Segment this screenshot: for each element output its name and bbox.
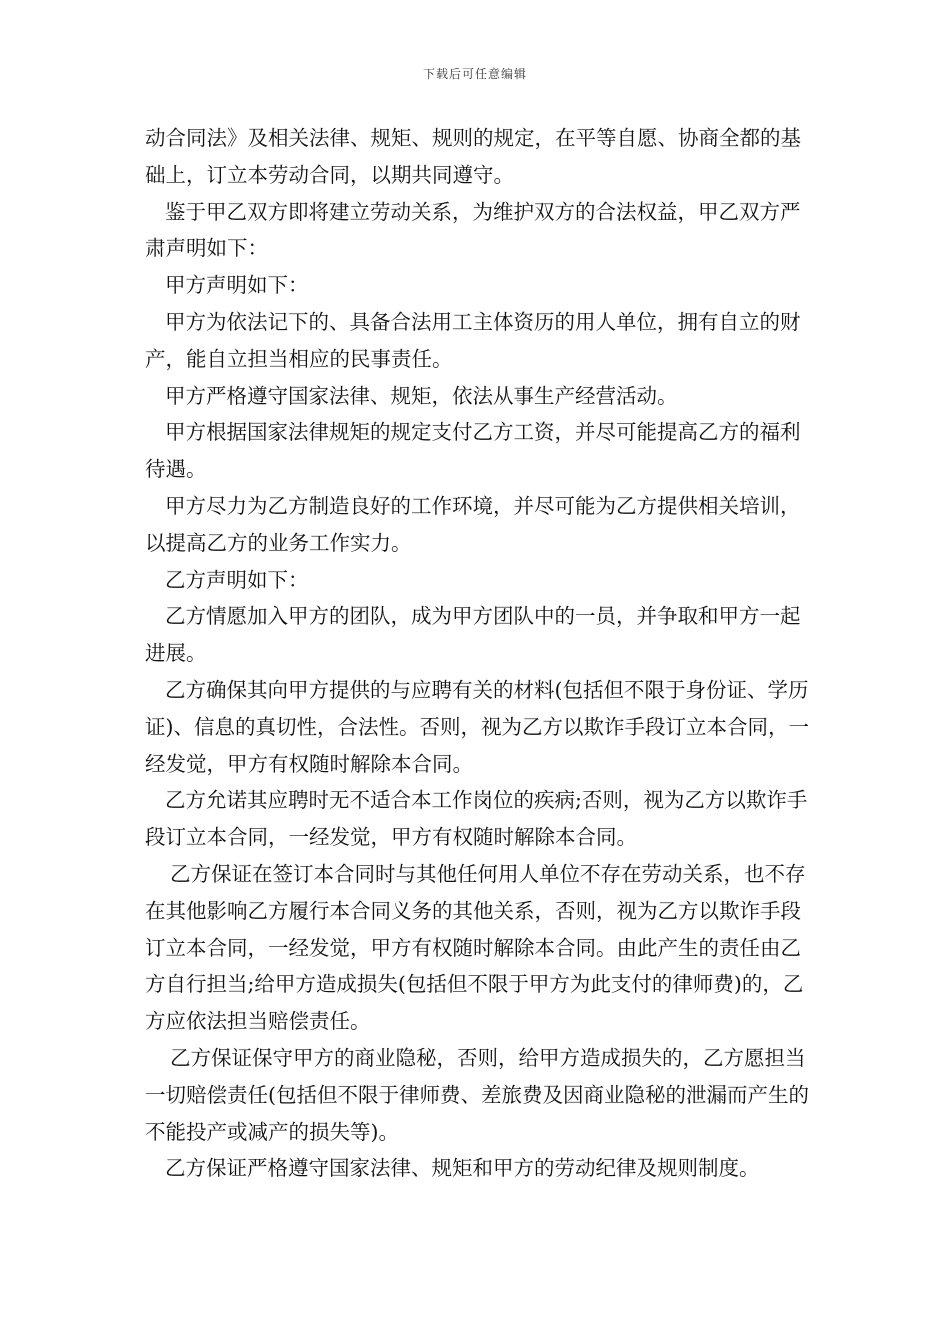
paragraph: 乙方确保其向甲方提供的与应聘有关的材料(包括但不限于身份证、学历证)、信息的真切性，合法性。否则，视为乙方以欺诈手段订立本合同，一经发觉，甲方有权随时解除本合同。: [145, 677, 809, 776]
paragraph: 甲方根据国家法律规矩的规定支付乙方工资，并尽可能提高乙方的福利待遇。: [145, 420, 801, 482]
paragraph: 乙方保证严格遵守国家法律、规矩和甲方的劳动纪律及规则制度。: [165, 1156, 760, 1181]
page-header: 下载后可任意编辑: [422, 67, 527, 81]
paragraph: 乙方情愿加入甲方的团队，成为甲方团队中的一员，并争取和甲方一起进展。: [145, 604, 801, 666]
paragraph: 鉴于甲乙双方即将建立劳动关系，为维护双方的合法权益，甲乙双方严肃声明如下：: [145, 199, 801, 261]
paragraph: 甲方为依法记下的、具备合法用工主体资历的用人单位，拥有自立的财产，能自立担当相应的民事责任。: [145, 309, 801, 371]
paragraph: 乙方声明如下：: [165, 567, 309, 592]
paragraph: 甲方严格遵守国家法律、规矩，依法从事生产经营活动。: [165, 383, 678, 408]
paragraph: 动合同法》及相关法律、规矩、规则的规定，在平等自愿、协商全都的基础上，订立本劳动合同，以期共同遵守。: [145, 126, 801, 187]
paragraph: 乙方保证保守甲方的商业隐秘，否则，给甲方造成损失的，乙方愿担当一切赔偿责任(包括但不限于律师费、差旅费及因商业隐秘的泄漏而产生的不能投产或减产的损失等)。: [145, 1045, 809, 1144]
paragraph: 甲方声明如下：: [165, 273, 309, 298]
paragraph: 甲方尽力为乙方制造良好的工作环境，并尽可能为乙方提供相关培训，以提高乙方的业务工作实力。: [145, 493, 801, 555]
document-body: [145, 120, 815, 1187]
paragraph: 乙方允诺其应聘时无不适合本工作岗位的疾病;否则，视为乙方以欺诈手段订立本合同，一经发觉，甲方有权随时解除本合同。: [145, 788, 808, 850]
paragraph: 乙方保证在签订本合同时与其他任何用人单位不存在劳动关系，也不存在其他影响乙方履行本合同义务的其他关系，否则，视为乙方以欺诈手段订立本合同，一经发觉，甲方有权随时解除本合同。由此产生的责任由乙方自行担当;给甲方造成损失(包括但不限于甲方为此支付的律师费)的，乙方应依法担当赔偿责任。: [145, 861, 806, 1034]
